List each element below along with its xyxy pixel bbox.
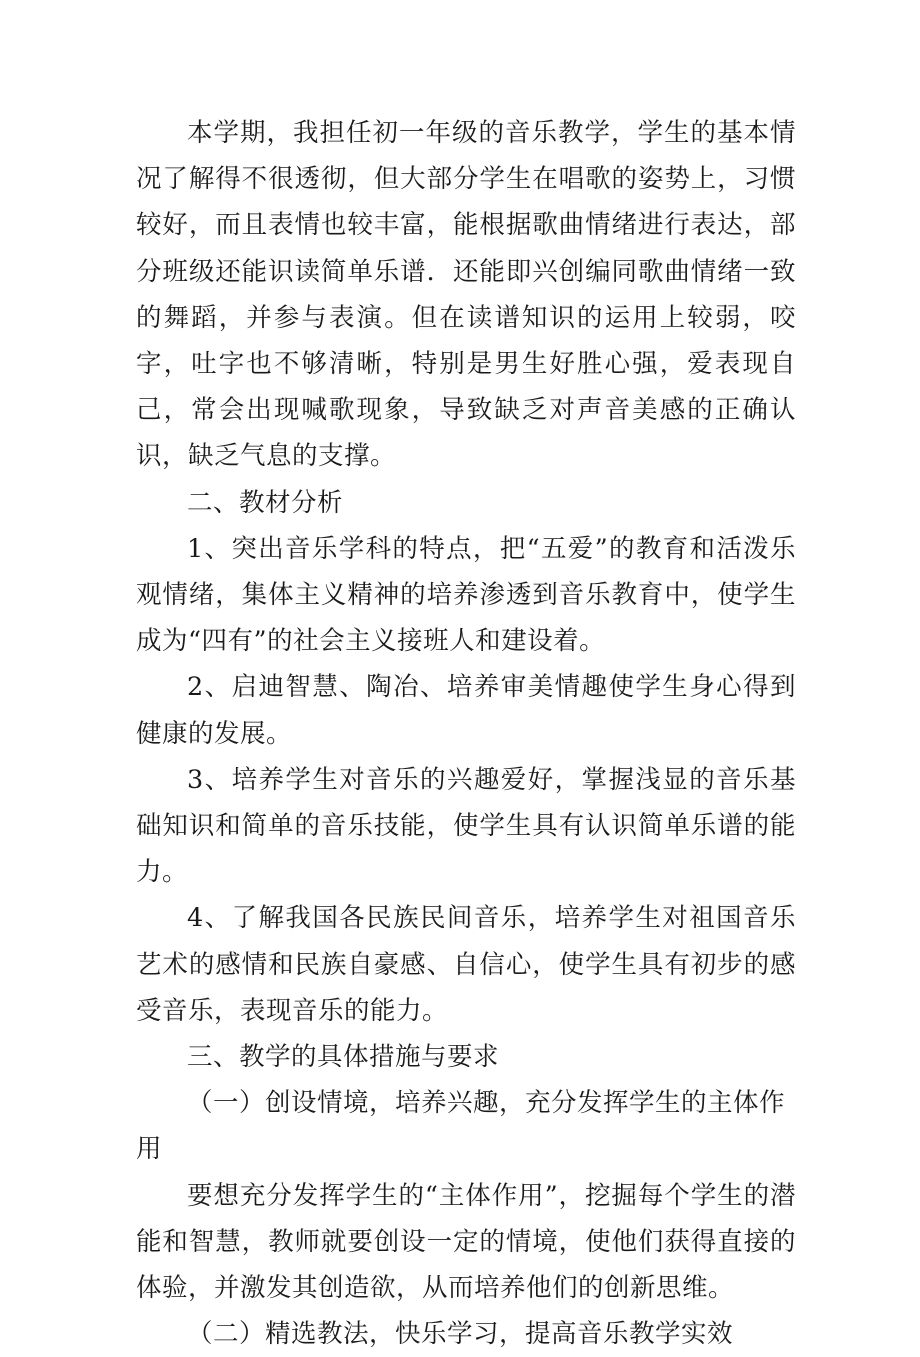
paragraph-subject-role: 要想充分发挥学生的“主体作用”，挖掘每个学生的潜能和智慧，教师就要创设一定的情境，使他们获得直接的体验，并激发其创造欲，从而培养他们的创新思维。: [136, 1180, 796, 1304]
section-heading-teaching-measures: 三、教学的具体措施与要求: [187, 1042, 500, 1073]
section-heading-textbook-analysis: 二、教材分析: [187, 487, 344, 518]
paragraph-point-2: 2、启迪智慧、陶冶、培养审美情趣使学生身心得到健康的发展。: [136, 672, 796, 749]
paragraph-point-3: 3、培养学生对音乐的兴趣爱好，掌握浅显的音乐基础知识和简单的音乐技能，使学生具有认识简单乐谱的能力。: [136, 764, 796, 888]
subheading-select-methods: （二）精选教法，快乐学习，提高音乐教学实效: [187, 1319, 734, 1350]
paragraph-student-situation: 本学期，我担任初一年级的音乐教学，学生的基本情况了解得不很透彻，但大部分学生在唱歌的姿势上，习惯较好，而且表情也较丰富，能根据歌曲情绪进行表达，部分班级还能识读简单乐谱．还能即兴创编同歌曲情绪一致的舞蹈，并参与表演。但在读谱知识的运用上较弱，咬字，吐字也不够清晰，特别是男生好胜心强，爱表现自己，常会出现喊歌现象，导致缺乏对声音美感的正确认识，缺乏气息的支撑。: [136, 118, 796, 472]
paragraph-point-4: 4、了解我国各民族民间音乐，培养学生对祖国音乐艺术的感情和民族自豪感、自信心，使学生具有初步的感受音乐，表现音乐的能力。: [136, 903, 796, 1026]
subheading-create-situations: （一）创设情境，培养兴趣，充分发挥学生的主体作用: [136, 1088, 786, 1165]
paragraph-point-1: 1、突出音乐学科的特点，把“五爱”的教育和活泼乐观情绪，集体主义精神的培养渗透到音乐教育中，使学生成为“四有”的社会主义接班人和建设着。: [136, 533, 796, 657]
document-body: [136, 110, 796, 1357]
